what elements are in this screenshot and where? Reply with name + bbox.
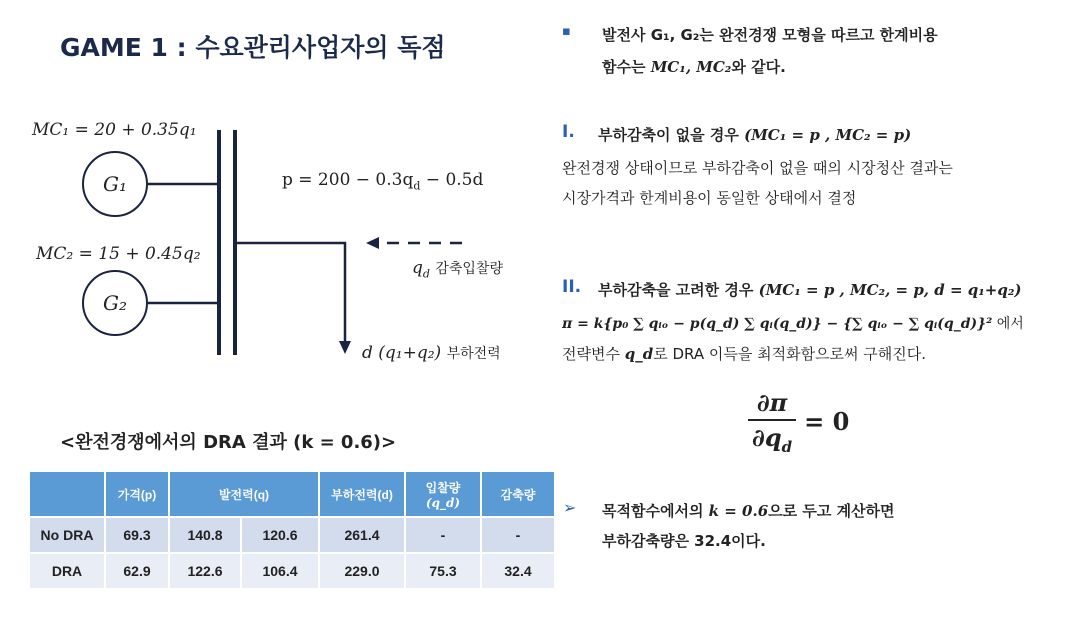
cell-load: 261.4 <box>319 517 405 553</box>
section-1-heading: 부하감축이 없을 경우 (MC₁ = p , MC₂ = p) <box>598 126 912 144</box>
objective-formula: π = k{p₀ ∑ qᵢₒ − p(q_d) ∑ qᵢ(q_d)} − {∑ qᵢₒ − ∑ qᵢ(q_d)}² 에서 <box>562 316 1024 332</box>
row-label: DRA <box>29 553 105 589</box>
price-equation: $p = 200 - 0.3q_d - 0.5d$ <box>282 170 484 193</box>
section-2-line-2: 전략변수 q_d로 DRA 이득을 최적화함으로써 구해진다. <box>562 345 927 363</box>
load-line <box>235 243 345 345</box>
bid-arrowhead <box>366 237 379 249</box>
section-1-number: I. <box>562 122 575 142</box>
cell-price: 62.9 <box>105 553 169 589</box>
header-generation: 발전력(q) <box>169 471 319 517</box>
mc2-equation: MC₂ = 15 + 0.45q₂ <box>36 244 201 264</box>
mc1-equation: MC₁ = 20 + 0.35q₁ <box>32 120 197 140</box>
header-reduction: 감축량 <box>481 471 555 517</box>
conclusion-line-1: 목적함수에서의 k = 0.6으로 두고 계산하면 <box>602 502 895 520</box>
diagram-lines <box>0 0 540 400</box>
arrow-bullet-icon: ➢ <box>563 498 577 517</box>
cell-reduction: - <box>481 517 555 553</box>
cell-q2: 106.4 <box>241 553 319 589</box>
cell-load: 229.0 <box>319 553 405 589</box>
cell-price: 69.3 <box>105 517 169 553</box>
dra-results-table <box>28 470 556 590</box>
section-2-heading: 부하감축을 고려한 경우 (MC₁ = p , MC₂, = p, d = q₁+q₂) <box>598 281 1022 299</box>
table-caption: <완전경쟁에서의 DRA 결과 (k = 0.6)> <box>60 432 397 453</box>
header-empty <box>29 471 105 517</box>
section-2-number: II. <box>562 277 582 297</box>
conclusion-line-2: 부하감축량은 32.4이다. <box>602 532 766 550</box>
generator-g2: G₂ <box>82 270 148 336</box>
intro-line-2: 함수는 MC₁, MC₂와 같다. <box>602 58 786 76</box>
section-1-line-1: 완전경쟁 상태이므로 부하감축이 없을 때의 시장청산 결과는 <box>562 159 953 177</box>
table-header-row <box>29 471 555 517</box>
optimality-condition: $\frac{\partial\pi}{\partial q_d}$ = 0 <box>748 388 849 456</box>
cell-reduction: 32.4 <box>481 553 555 589</box>
row-label: No DRA <box>29 517 105 553</box>
table-row <box>29 553 555 589</box>
cell-q1: 140.8 <box>169 517 241 553</box>
bid-label: $q_d$ 감축입찰량 <box>412 258 503 281</box>
bullet-icon: ▪ <box>562 24 571 39</box>
section-1-line-2: 시장가격과 한계비용이 동일한 상태에서 결정 <box>562 189 857 207</box>
table-row <box>29 517 555 553</box>
cell-bid: 75.3 <box>405 553 481 589</box>
page-title: GAME 1 : 수요관리사업자의 독점 <box>60 33 446 62</box>
load-arrowhead <box>339 341 351 354</box>
cell-q2: 120.6 <box>241 517 319 553</box>
load-label: d (q₁+q₂) 부하전력 <box>362 343 501 363</box>
header-bid: 입찰량 (q_d) <box>405 471 481 517</box>
cell-q1: 122.6 <box>169 553 241 589</box>
header-price: 가격(p) <box>105 471 169 517</box>
intro-line-1: 발전사 G₁, G₂는 완전경쟁 모형을 따르고 한계비용 <box>602 26 938 44</box>
generator-g1: G₁ <box>82 151 148 217</box>
cell-bid: - <box>405 517 481 553</box>
header-load: 부하전력(d) <box>319 471 405 517</box>
